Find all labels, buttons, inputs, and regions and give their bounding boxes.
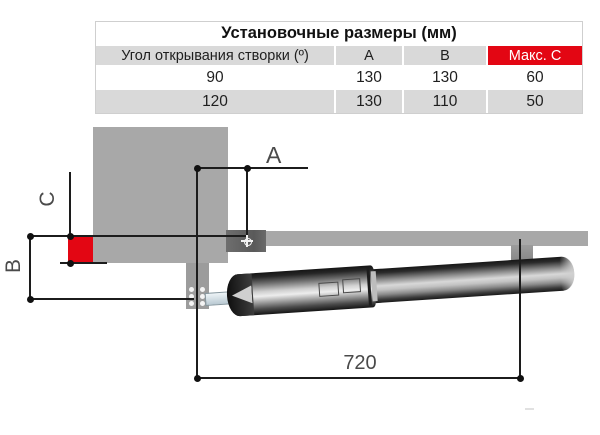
dim-dot xyxy=(194,165,201,172)
actuator-front-tube xyxy=(226,265,376,317)
dim-dot xyxy=(67,233,74,240)
dim-a-line xyxy=(196,167,308,169)
actuator-front-highlight xyxy=(231,285,252,304)
dimensions-table xyxy=(95,21,583,114)
actuator-rear-tube xyxy=(368,256,576,304)
dim-c-label: C xyxy=(36,191,59,207)
header-b: B xyxy=(404,46,486,65)
crosshair-circle xyxy=(244,238,252,246)
dim-a-label: A xyxy=(266,142,282,168)
actuator-panel-detail xyxy=(318,282,339,297)
row-120-a: 130 xyxy=(336,90,402,113)
header-max-c: Макс. C xyxy=(488,46,582,65)
dim-dot xyxy=(244,165,251,172)
header-angle: Угол открывания створки (º) xyxy=(96,46,334,65)
watermark-artifact xyxy=(525,408,534,410)
dim-dot xyxy=(27,233,34,240)
row-90-c: 60 xyxy=(488,67,582,88)
bracket-hole xyxy=(189,301,194,306)
actuator-panel-detail xyxy=(342,278,361,293)
row-120-c: 50 xyxy=(488,90,582,113)
dim-b-line xyxy=(29,235,31,300)
dim-720-line xyxy=(196,377,522,379)
bracket-hole xyxy=(200,287,205,292)
hinge-pivot-crosshair xyxy=(241,235,253,247)
bracket-hole xyxy=(189,287,194,292)
gate-pillar xyxy=(93,127,228,263)
linear-actuator-body xyxy=(226,252,576,317)
actuator-front-end-cap xyxy=(226,273,255,317)
dim-720-label: 720 xyxy=(343,352,377,374)
dim-ref-line-bottom xyxy=(29,298,194,300)
dim-extension-hinge xyxy=(246,167,248,243)
dim-b-label: B xyxy=(2,259,25,274)
dim-dot xyxy=(517,375,524,382)
dim-extension-right xyxy=(519,239,521,379)
dim-dot xyxy=(67,260,74,267)
dim-extension-left xyxy=(196,167,198,379)
row-120-b: 110 xyxy=(404,90,486,113)
dim-dot xyxy=(27,296,34,303)
table-title: Установочные размеры (мм) xyxy=(96,22,582,44)
gate-leaf-bar xyxy=(228,231,588,246)
dim-ref-line-top xyxy=(29,235,248,237)
dim-c-line xyxy=(69,172,71,237)
row-90-a: 130 xyxy=(336,67,402,88)
row-90-angle: 90 xyxy=(96,67,334,88)
header-a: A xyxy=(336,46,402,65)
actuator-rear-end-cap xyxy=(559,256,575,291)
row-120-angle: 120 xyxy=(96,90,334,113)
dim-dot xyxy=(194,375,201,382)
row-90-b: 130 xyxy=(404,67,486,88)
